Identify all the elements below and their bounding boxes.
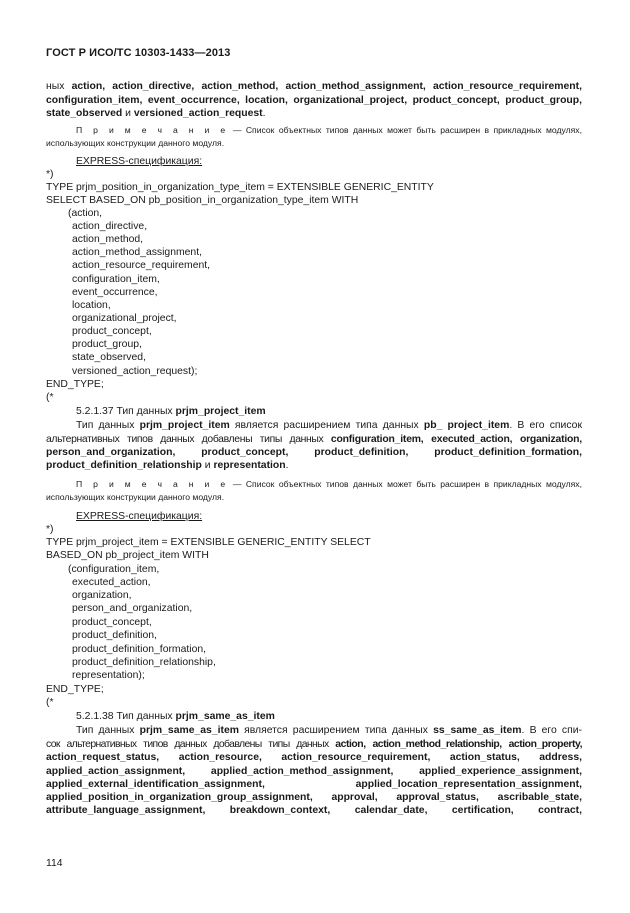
sec37-para-line1: Тип данных prjm_project_item является расширением типа данных pb_ project_item. В его список — [76, 420, 582, 431]
para1-line1: ных action, action_directive, action_method, action_method_assignment, action_resource_requirement, — [46, 81, 582, 92]
express2-line: representation); — [72, 670, 145, 681]
express1-line: END_TYPE; — [46, 379, 104, 390]
sec37-para-line4: product_definition_relationship и representation. — [46, 460, 289, 471]
express2-line: product_definition_relationship, — [72, 657, 216, 668]
express1-line: event_occurrence, — [72, 287, 158, 298]
sec38-para-line3: action_request_status, action_resource, action_resource_requirement, action_status, address, — [46, 752, 582, 763]
sec37-para-line2: альтернативных типов данных добавлены типы данных configuration_item, executed_action, organization, — [46, 434, 582, 445]
express1-line: TYPE prjm_position_in_organization_type_item = EXTENSIBLE GENERIC_ENTITY — [46, 182, 434, 193]
express1-line: (action, — [68, 208, 103, 219]
sec38-para-line5: applied_external_identification_assignment, applied_location_representation_assignment, — [46, 779, 582, 790]
express2-line: product_definition_formation, — [72, 644, 207, 655]
express1-line: action_resource_requirement, — [72, 260, 211, 271]
sec38-para-line7: attribute_language_assignment, breakdown_context, calendar_date, certification, contract, — [46, 805, 582, 816]
express1-line: location, — [72, 300, 111, 311]
page-number: 114 — [46, 858, 63, 869]
sec38-para-line2: сок альтернативных типов данных добавлены типы данных action, action_method_relationship, action_property, — [46, 739, 583, 750]
express2-line: organization, — [72, 590, 132, 601]
sec38-para-line1: Тип данных prjm_same_as_item является расширением типа данных ss_same_as_item. В его спи- — [76, 725, 583, 736]
express1-line: SELECT BASED_ON pb_position_in_organization_type_item WITH — [46, 195, 359, 206]
express1-line: (* — [46, 392, 54, 403]
express2-line: product_definition, — [72, 630, 157, 641]
express1-line: action_method, — [72, 234, 144, 245]
express2-line: END_TYPE; — [46, 684, 104, 695]
express1-line: configuration_item, — [72, 274, 160, 285]
express2-line: BASED_ON pb_project_item WITH — [46, 550, 209, 561]
express1-line: versioned_action_request); — [72, 366, 198, 377]
express1-heading: EXPRESS-спецификация: — [76, 156, 203, 167]
note2-line2: использующих конструкции данного модуля. — [46, 492, 225, 502]
note2-line1: П р и м е ч а н и е — Список объектных типов данных может быть расширен в прикладных модулях, — [76, 479, 582, 489]
express1-line: action_method_assignment, — [72, 247, 202, 258]
express2-line: (* — [46, 697, 54, 708]
sec38-para-line6: applied_position_in_organization_group_assignment, approval, approval_status, ascribable_state, — [46, 792, 582, 803]
express2-heading: EXPRESS-спецификация: — [76, 511, 203, 522]
standard-header: ГОСТ Р ИСО/ТС 10303-1433—2013 — [46, 47, 231, 59]
express1-line: *) — [46, 169, 54, 180]
note1-line2: использующих конструкции данного модуля. — [46, 138, 225, 148]
para1-line2: configuration_item, event_occurrence, location, organizational_project, product_concept, product_group, — [46, 95, 582, 106]
section-5-2-1-38-heading: 5.2.1.38 Тип данных prjm_same_as_item — [76, 711, 275, 722]
express2-line: executed_action, — [72, 577, 151, 588]
note1-line1: П р и м е ч а н и е — Список объектных типов данных может быть расширен в прикладных модулях, — [76, 125, 582, 135]
express2-line: (configuration_item, — [68, 564, 160, 575]
express1-line: organizational_project, — [72, 313, 177, 324]
express2-line: product_concept, — [72, 617, 152, 628]
express1-line: product_concept, — [72, 326, 152, 337]
express1-line: action_directive, — [72, 221, 148, 232]
sec37-para-line3: person_and_organization, product_concept, product_definition, product_definition_formation, — [46, 447, 582, 458]
para1-line3: state_observed и versioned_action_request. — [46, 108, 266, 119]
express2-line: TYPE prjm_project_item = EXTENSIBLE GENERIC_ENTITY SELECT — [46, 537, 371, 548]
express2-line: person_and_organization, — [72, 603, 193, 614]
sec38-para-line4: applied_action_assignment, applied_action_method_assignment, applied_experience_assignment, — [46, 766, 582, 777]
express1-line: product_group, — [72, 339, 142, 350]
section-5-2-1-37-heading: 5.2.1.37 Тип данных prjm_project_item — [76, 406, 266, 417]
express1-line: state_observed, — [72, 352, 146, 363]
express2-line: *) — [46, 524, 54, 535]
